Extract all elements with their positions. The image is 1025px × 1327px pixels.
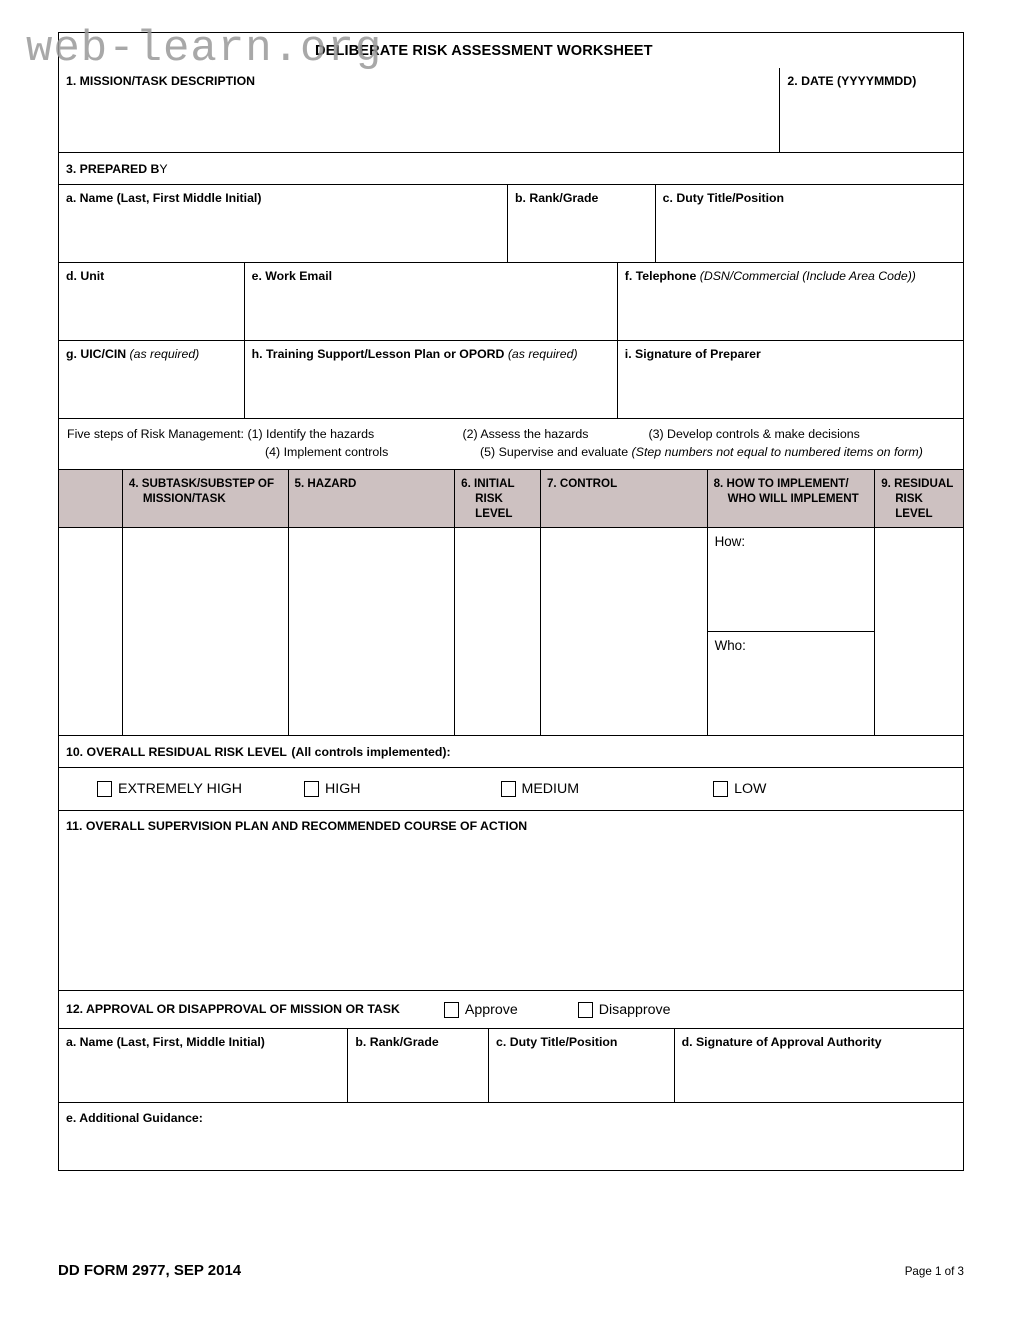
field-preparer-rank-grade[interactable] [507, 185, 655, 262]
risk-cell-how[interactable] [708, 528, 875, 632]
risk-col-header-spacer [59, 470, 122, 527]
five-steps-note: (Step numbers not equal to numbered items on form) [631, 444, 923, 459]
checkbox-low-label: LOW [734, 781, 767, 798]
label-approval-name: a. Name (Last, First, Middle Initial) [66, 1035, 265, 1050]
risk-col-header-hazard [288, 470, 455, 527]
label-overall-residual-risk-note: (All controls implemented) [291, 745, 447, 760]
field-training-support[interactable] [244, 341, 617, 418]
section-prepared-by-header [58, 153, 964, 185]
label-uic-cin [66, 347, 237, 362]
label-supervision-plan: 11. OVERALL SUPERVISION PLAN AND RECOMMENDED COURSE OF ACTION [66, 819, 528, 834]
field-approval-rank-grade[interactable] [347, 1029, 488, 1102]
five-steps-step-4: (4) Implement controls [265, 444, 389, 459]
form-identifier: DD FORM 2977, SEP 2014 [58, 1262, 242, 1279]
label-uic-cin-text: g. UIC/CIN [66, 347, 127, 361]
checkbox-disapprove[interactable] [578, 1002, 671, 1018]
field-approval-duty-title[interactable] [488, 1029, 674, 1102]
risk-col-header-initial-risk [454, 470, 540, 527]
label-work-email: e. Work Email [251, 269, 333, 283]
risk-table-row [59, 527, 963, 735]
section-10-header [58, 736, 964, 768]
label-uic-cin-note: (as required) [129, 347, 200, 361]
risk-cell-residual-risk[interactable] [874, 527, 963, 735]
label-training-support-note: (as required) [507, 347, 578, 361]
risk-col-residual-risk-line1: 9. RESIDUAL [881, 476, 954, 490]
checkbox-medium-label: MEDIUM [521, 781, 580, 798]
label-signature-of-preparer: i. Signature of Preparer [624, 347, 761, 361]
page-number: Page 1 of 3 [904, 1265, 964, 1278]
five-steps-line-2 [67, 444, 963, 462]
label-approval-duty-title: c. Duty Title/Position [496, 1035, 618, 1050]
label-unit: d. Unit [66, 269, 105, 283]
label-approval-disapproval: 12. APPROVAL OR DISAPPROVAL OF MISSION OR TASK [66, 1001, 400, 1016]
form-footer [58, 1262, 964, 1279]
risk-col-header-control [540, 470, 707, 527]
field-unit[interactable] [59, 263, 244, 340]
risk-col-residual-risk-line2: RISK LEVEL [895, 492, 933, 521]
row-unit-email-phone [58, 263, 964, 341]
label-mission-task-description: 1. MISSION/TASK DESCRIPTION [66, 74, 256, 88]
label-training-support [252, 347, 610, 362]
risk-col-initial-risk-line1: 6. INITIAL [461, 476, 515, 490]
five-steps-step-5: (5) Supervise and evaluate [480, 444, 629, 459]
risk-col-header-residual-risk [874, 470, 963, 527]
checkbox-disapprove-box[interactable] [578, 1002, 593, 1018]
label-overall-residual-risk: 10. OVERALL RESIDUAL RISK LEVEL [66, 745, 287, 760]
checkbox-extremely-high[interactable] [97, 781, 242, 797]
field-telephone[interactable] [617, 263, 963, 340]
risk-assessment-table [58, 470, 964, 736]
row-uic-training-signature [58, 341, 964, 419]
row-approval-authority [58, 1029, 964, 1103]
field-work-email[interactable] [244, 263, 617, 340]
checkbox-high-label: HIGH [325, 781, 361, 798]
risk-col-hazard-line1: 5. HAZARD [294, 476, 357, 490]
field-preparer-duty-title[interactable] [655, 185, 963, 262]
label-preparer-rank-grade: b. Rank/Grade [514, 191, 599, 205]
checkbox-low-box[interactable] [713, 781, 728, 797]
row-name-rank-duty [58, 185, 964, 263]
five-steps-line-1 [67, 426, 963, 444]
checkbox-approve-box[interactable] [444, 1002, 459, 1018]
five-steps-step-3: (3) Develop controls & make decisions [648, 427, 860, 441]
checkbox-approve-label: Approve [464, 1001, 518, 1018]
checkbox-approve[interactable] [444, 1002, 518, 1018]
field-approval-name[interactable] [59, 1029, 347, 1102]
risk-cell-who[interactable] [708, 632, 875, 735]
label-approval-signature: d. Signature of Approval Authority [681, 1035, 882, 1050]
overall-risk-checkbox-row [59, 768, 963, 810]
section-10-checkbox-container [58, 768, 964, 811]
checkbox-extremely-high-box[interactable] [97, 781, 112, 797]
label-preparer-duty-title: c. Duty Title/Position [662, 191, 785, 205]
label-telephone [625, 269, 956, 284]
risk-col-subtask-line1: 4. SUBTASK/SUBSTEP OF [128, 476, 275, 490]
field-mission-task-description[interactable] [59, 68, 779, 152]
field-approval-signature[interactable] [674, 1029, 963, 1102]
watermark-web-learn: web-learn.org [26, 24, 383, 74]
checkbox-medium-box[interactable] [501, 781, 516, 797]
risk-cell-spacer [59, 527, 122, 735]
field-signature-of-preparer[interactable] [617, 341, 963, 418]
risk-cell-initial-risk[interactable] [454, 527, 540, 735]
label-who: Who: [714, 638, 746, 654]
section-12-header [58, 991, 964, 1029]
label-approval-rank-grade: b. Rank/Grade [355, 1035, 439, 1050]
risk-col-implement-line1: 8. HOW TO IMPLEMENT/ [713, 476, 849, 490]
risk-col-initial-risk-line2: RISK LEVEL [475, 492, 513, 521]
risk-col-control-line1: 7. CONTROL [546, 476, 618, 490]
label-overall-residual-risk-colon: : [446, 745, 451, 760]
label-preparer-name: a. Name (Last, First Middle Initial) [66, 191, 262, 205]
risk-col-header-implement [707, 470, 875, 527]
checkbox-high-box[interactable] [304, 781, 319, 797]
label-how: How: [714, 534, 746, 550]
five-steps-step-2: (2) Assess the hazards [462, 427, 589, 441]
five-steps-step-1: (1) Identify the hazards [247, 427, 375, 441]
field-additional-guidance[interactable] [58, 1103, 964, 1171]
checkbox-high[interactable] [304, 781, 360, 797]
risk-col-header-subtask [122, 470, 288, 527]
field-preparer-name[interactable] [59, 185, 507, 262]
label-prepared-by: 3. PREPARED B [66, 162, 160, 176]
field-date[interactable] [779, 68, 963, 152]
label-training-support-text: h. Training Support/Lesson Plan or OPORD [251, 347, 505, 361]
form-title-bar [58, 32, 964, 68]
checkbox-low[interactable] [713, 781, 766, 797]
field-uic-cin[interactable] [59, 341, 244, 418]
checkbox-extremely-high-label: EXTREMELY HIGH [118, 781, 243, 798]
risk-col-subtask-line2: MISSION/TASK [142, 492, 226, 506]
risk-cell-hazard[interactable] [288, 527, 455, 735]
field-supervision-plan[interactable] [58, 811, 964, 991]
checkbox-disapprove-label: Disapprove [598, 1001, 671, 1018]
label-telephone-text: f. Telephone [624, 269, 697, 283]
risk-col-implement-line2: WHO WILL IMPLEMENT [727, 492, 859, 506]
label-additional-guidance: e. Additional Guidance: [66, 1111, 203, 1126]
risk-cell-subtask[interactable] [122, 527, 288, 735]
dd-form-2977 [58, 32, 964, 1171]
risk-cell-implement [707, 527, 875, 735]
risk-table-header-row [59, 470, 963, 527]
five-steps-of-risk-management [58, 419, 964, 470]
five-steps-intro: Five steps of Risk Management: [67, 427, 244, 441]
page-title: DELIBERATE RISK ASSESSMENT WORKSHEET [315, 42, 653, 59]
label-prepared-by-tail: Y [159, 162, 168, 176]
label-date: 2. DATE (YYYYMMDD) [787, 74, 917, 88]
label-telephone-note: (DSN/Commercial (Include Area Code)) [699, 269, 916, 283]
row-mission-date [58, 68, 964, 153]
risk-cell-control[interactable] [540, 527, 707, 735]
checkbox-medium[interactable] [501, 781, 580, 797]
